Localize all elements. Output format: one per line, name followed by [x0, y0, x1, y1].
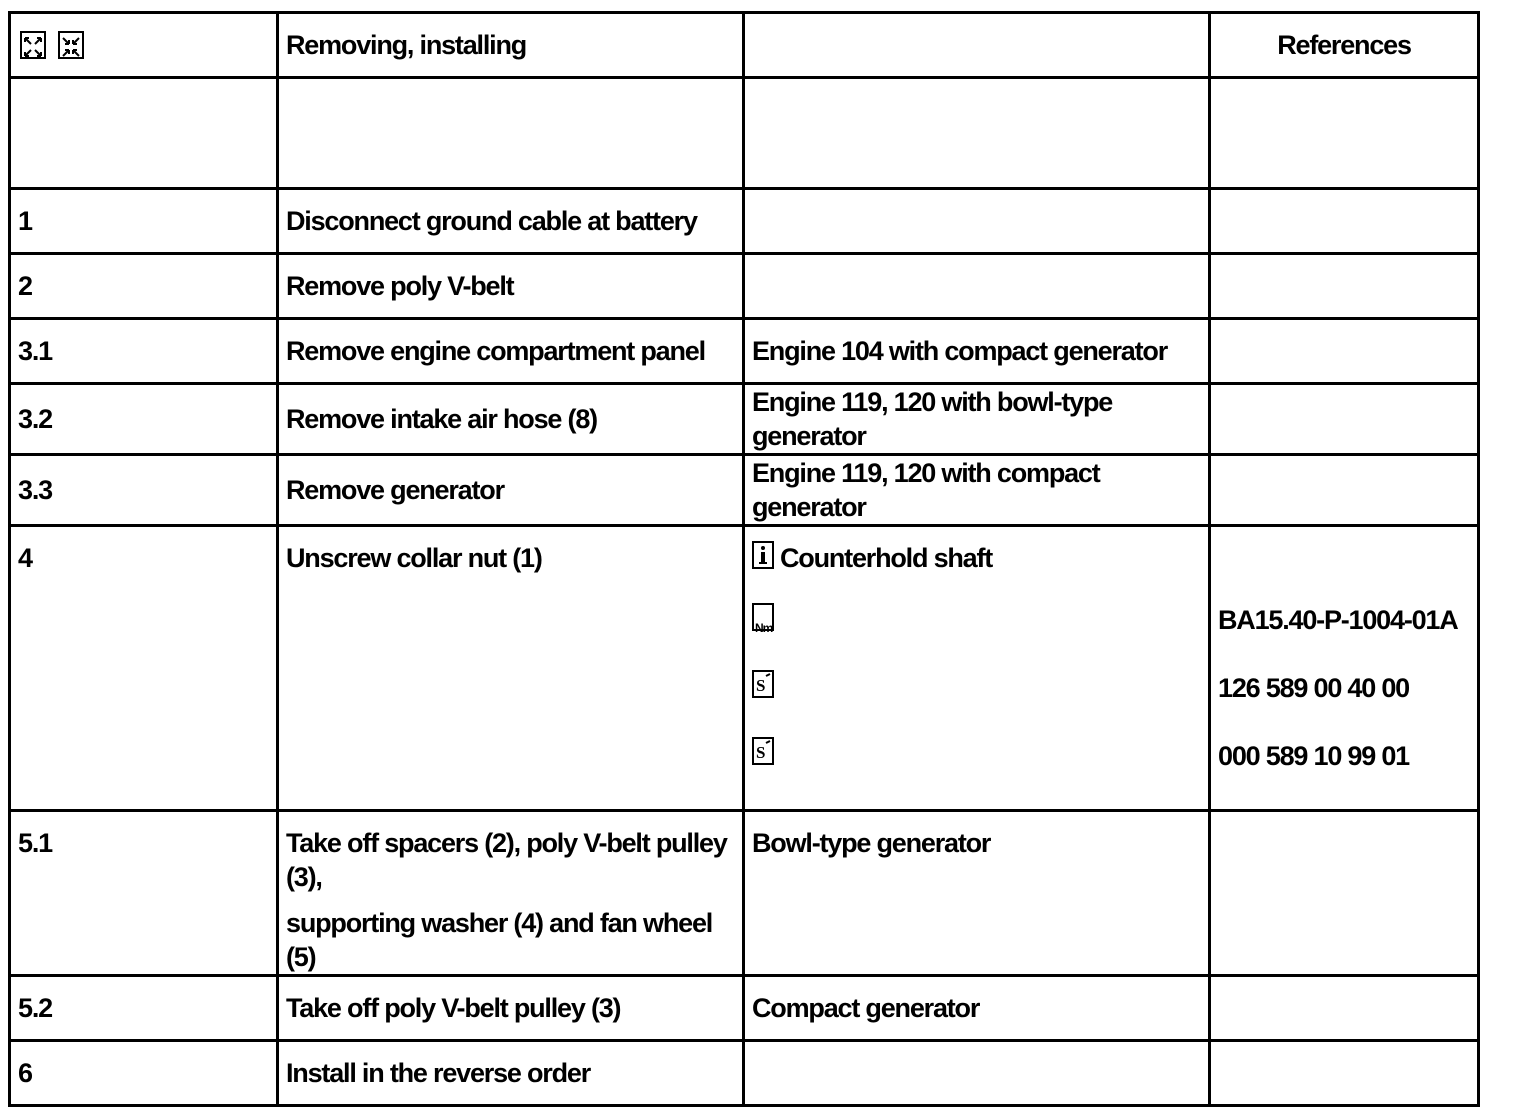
- special-tool-icon: [752, 670, 774, 698]
- step-note: [744, 1041, 1210, 1106]
- step-note: [744, 189, 1210, 254]
- step-action: Disconnect ground cable at battery: [278, 189, 744, 254]
- step-reference: [1210, 811, 1479, 976]
- step-number: 5.2: [10, 976, 278, 1041]
- step-reference: [1210, 319, 1479, 384]
- step-number: 2: [10, 254, 278, 319]
- header-icon-cell: [10, 13, 278, 78]
- step-note: Engine 119, 120 with compact generator: [744, 455, 1210, 526]
- step-number: 3.1: [10, 319, 278, 384]
- step-number: 5.1: [10, 811, 278, 976]
- collapse-arrows-icon: [58, 31, 84, 59]
- step-action: Remove poly V-belt: [278, 254, 744, 319]
- step-note: Engine 104 with compact generator: [744, 319, 1210, 384]
- step-action: Remove engine compartment panel: [278, 319, 744, 384]
- note-line: [752, 670, 1201, 737]
- reference-value: 000 589 10 99 01: [1218, 741, 1409, 771]
- step-note: Bowl-type generator: [744, 811, 1210, 976]
- table-row: [10, 976, 1479, 1041]
- step-reference: [1210, 455, 1479, 526]
- step-references: [1210, 526, 1479, 811]
- step-note: Compact generator: [744, 976, 1210, 1041]
- step-action: Remove generator: [278, 455, 744, 526]
- step-action: Unscrew collar nut (1): [278, 526, 744, 811]
- table-row: [10, 254, 1479, 319]
- note-line: [752, 541, 1201, 603]
- table-row: [10, 384, 1479, 455]
- step-action: Install in the reverse order: [278, 1041, 744, 1106]
- step-reference: [1210, 254, 1479, 319]
- step-reference: [1210, 1041, 1479, 1106]
- header-title: Removing, installing: [278, 13, 744, 78]
- blank-row: [10, 78, 1479, 189]
- step-number: 3.2: [10, 384, 278, 455]
- step-number: 3.3: [10, 455, 278, 526]
- expand-arrows-icon: [20, 31, 46, 59]
- svg-text:S: S: [756, 676, 765, 695]
- reference-value: BA15.40-P-1004-01A: [1218, 605, 1458, 635]
- table-row: [10, 455, 1479, 526]
- step-action: Take off spacers (2), poly V-belt pulley (3), supporting washer (4) and fan wheel (5): [278, 811, 744, 976]
- svg-text:S: S: [756, 743, 765, 762]
- reference-value: 126 589 00 40 00: [1218, 673, 1409, 703]
- step-number: 6: [10, 1041, 278, 1106]
- step-action: Take off poly V-belt pulley (3): [278, 976, 744, 1041]
- header-references: References: [1210, 13, 1479, 78]
- table-row: [10, 189, 1479, 254]
- step-number: 1: [10, 189, 278, 254]
- note-line: [752, 603, 1201, 670]
- procedure-table: [8, 11, 1480, 1107]
- note-text: Counterhold shaft: [780, 543, 993, 573]
- info-icon: [752, 541, 774, 569]
- note-line: [752, 737, 1201, 804]
- table-row: [10, 1041, 1479, 1106]
- step-number: 4: [10, 526, 278, 811]
- step-reference: [1210, 189, 1479, 254]
- step-reference: [1210, 384, 1479, 455]
- header-empty: [744, 13, 1210, 78]
- special-tool-icon: [752, 737, 774, 765]
- table-row: [10, 526, 1479, 811]
- table-header-row: [10, 13, 1479, 78]
- torque-nm-icon: Nm: [752, 603, 774, 631]
- step-action: Remove intake air hose (8): [278, 384, 744, 455]
- step-notes: [744, 526, 1210, 811]
- step-note: [744, 254, 1210, 319]
- table-row: [10, 319, 1479, 384]
- step-note: Engine 119, 120 with bowl-type generator: [744, 384, 1210, 455]
- step-reference: [1210, 976, 1479, 1041]
- table-row: [10, 811, 1479, 976]
